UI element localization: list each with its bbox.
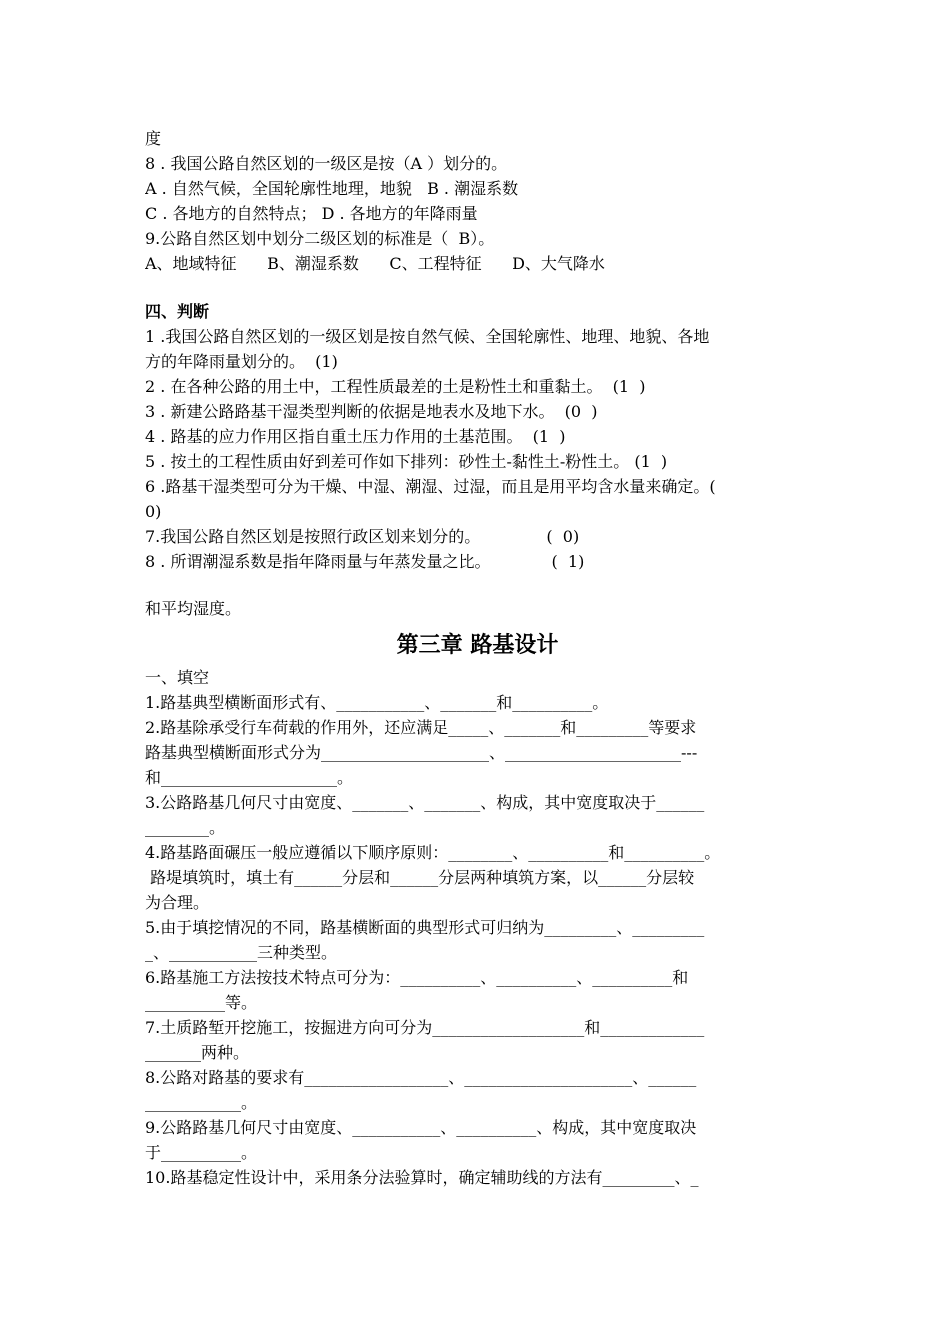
fill-9-line-2: 于__________。 [145,1143,258,1162]
fill-8-line-2: ____________。 [145,1093,258,1112]
fill-2-line-3: 和______________________。 [145,768,354,787]
judge-heading: 四、判断 [145,302,210,321]
continuation-text: 度 [145,129,162,148]
section-heading: 一、填空 [145,668,210,687]
judge-5: 5 . 按土的工程性质由好到差可作如下排列：砂性土-黏性土-粉性土。 (1 ) [145,452,668,471]
judge-7: 7.我国公路自然区划是按照行政区划来划分的。 ( 0) [145,527,580,546]
fill-5-line-2: _、___________三种类型。 [145,943,338,962]
judge-1-line-1: 1 .我国公路自然区划的一级区划是按自然气候、全国轮廓性、地理、地貌、各地 [145,327,710,346]
question-9-options: A、地域特征 B、潮湿系数 C、工程特征 D、大气降水 [145,254,605,273]
question-8: 8 . 我国公路自然区划的一级区是按（A ）划分的。 [145,154,508,173]
tail-text: 和平均湿度。 [145,599,242,618]
spacer [145,574,810,596]
fill-7-line-1: 7.土质路堑开挖施工，按掘进方向可分为___________________和_____________ [145,1018,705,1037]
spacer [145,276,810,299]
fill-5-line-1: 5.由于填挖情况的不同，路基横断面的典型形式可归纳为_________、_________ [145,918,705,937]
fill-9-line-1: 9.公路路基几何尺寸由宽度、___________、__________、构成，其中宽度取决 [145,1118,697,1137]
judge-2: 2 . 在各种公路的用土中，工程性质最差的土是粉性土和重黏土。 (1 ) [145,377,646,396]
question-9: 9.公路自然区划中划分二级区划的标准是（ B）。 [145,229,495,248]
judge-1-line-2: 方的年降雨量划分的。 (1) [145,352,338,371]
fill-3-line-2: ________。 [145,818,226,837]
judge-3: 3 . 新建公路路基干湿类型判断的依据是地表水及地下水。 (0 ) [145,402,598,421]
fill-4-line-2: 路堤填筑时，填土有______分层和______分层两种填筑方案，以______分层较 [145,868,695,887]
question-8-options-ab: A . 自然气候，全国轮廓性地理，地貌 B . 潮湿系数 [145,179,519,198]
fill-6-line-1: 6.路基施工方法按技术特点可分为：__________、__________、__________和 [145,968,689,987]
judge-8: 8 . 所谓潮湿系数是指年降雨量与年蒸发量之比。 ( 1) [145,552,585,571]
judge-6-line-1: 6 .路基干湿类型可分为干燥、中湿、潮湿、过湿，而且是用平均含水量来确定。( [145,477,716,496]
document-body [145,126,810,1190]
fill-2-line-1: 2.路基除承受行车荷载的作用外，还应满足_____、_______和_________等要求 [145,718,697,737]
fill-3-line-1: 3.公路路基几何尺寸由宽度、_______、_______、构成，其中宽度取决于______ [145,793,705,812]
fill-4-line-3: 为合理。 [145,893,210,912]
question-8-options-cd: C . 各地方的自然特点； D . 各地方的年降雨量 [145,204,478,223]
judge-6-line-2: 0) [145,502,162,521]
judge-4: 4 . 路基的应力作用区指自重土压力作用的土基范围。 (1 ) [145,427,566,446]
fill-4-line-1: 4.路基路面碾压一般应遵循以下顺序原则：________、__________和__________。 [145,843,721,862]
fill-10-line-1: 10.路基稳定性设计中，采用条分法验算时，确定辅助线的方法有_________、_ [145,1168,699,1187]
fill-1: 1.路基典型横断面形式有、___________、_______和__________。 [145,693,609,712]
fill-7-line-2: _______两种。 [145,1043,250,1062]
fill-8-line-1: 8.公路对路基的要求有__________________、_____________________、______ [145,1068,697,1087]
fill-6-line-2: __________等。 [145,993,258,1012]
chapter-title: 第三章 路基设计 [396,633,559,658]
fill-2-line-2: 路基典型横断面形式分为_____________________、______________________--- [145,743,698,762]
